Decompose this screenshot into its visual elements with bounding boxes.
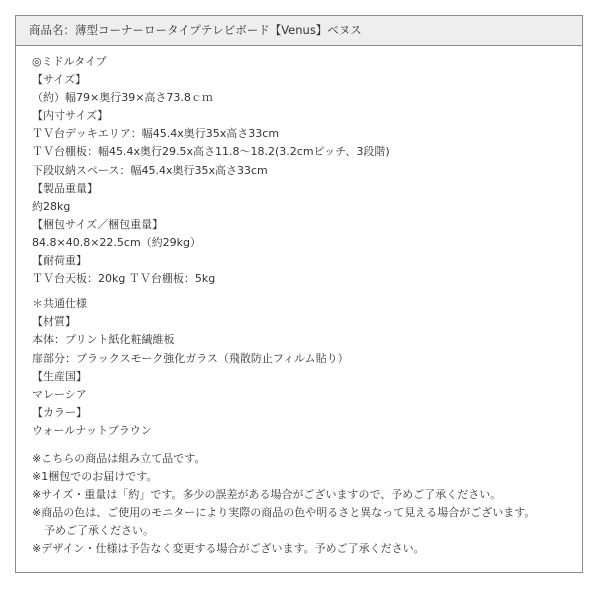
common-spec-title: ＊共通仕様 bbox=[32, 297, 87, 311]
color-value: ウォールナットブラウン bbox=[32, 423, 152, 437]
note-assembly: ※こちらの商品は組み立て品です。 bbox=[32, 451, 206, 465]
color-heading: 【カラー】 bbox=[32, 405, 87, 419]
product-spec-box bbox=[15, 15, 583, 573]
weight-heading: 【製品重量】 bbox=[32, 181, 98, 195]
inner-size-heading: 【内寸サイズ】 bbox=[32, 109, 109, 123]
note-design: ※デザイン・仕様は予告なく変更する場合がございます。予めご了承ください。 bbox=[32, 542, 425, 556]
shelf-size: ＴＶ台棚板：幅45.4x奥行29.5x高さ11.8〜18.2(3.2cmピッチ、3段階) bbox=[32, 145, 390, 159]
deck-area-size: ＴＶ台デッキエリア：幅45.4x奥行35x高さ33cm bbox=[32, 127, 280, 141]
load-capacity-heading: 【耐荷重】 bbox=[32, 254, 87, 268]
weight-value: 約28kg bbox=[32, 199, 71, 213]
origin-heading: 【生産国】 bbox=[32, 369, 87, 383]
notes-section bbox=[32, 450, 582, 559]
material-door: 扉部分：ブラックスモーク強化ガラス（飛散防止フィルム貼り） bbox=[32, 351, 349, 365]
note-package: ※1梱包でのお届けです。 bbox=[32, 470, 158, 484]
note-size-weight: ※サイズ・重量は「約」です。多少の誤差がある場合がございますので、予めご了承ください。 bbox=[32, 488, 502, 502]
load-capacity-value: ＴＶ台天板：20kg ＴＶ台棚板：5kg bbox=[32, 272, 216, 286]
product-name: 商品名：薄型コーナーロータイプテレビボード【Venus】ベヌス bbox=[29, 23, 362, 37]
lower-storage-size: 下段収納スペース：幅45.4x奥行35x高さ33cm bbox=[32, 163, 268, 177]
note-color: ※商品の色は、ご使用のモニターにより実際の商品の色や明るさと異なって見える場合がございます。 bbox=[32, 506, 536, 520]
note-color-continued: 予めご了承ください。 bbox=[44, 524, 154, 538]
size-heading: 【サイズ】 bbox=[32, 73, 87, 87]
product-name-header bbox=[16, 16, 582, 46]
spec-section bbox=[32, 53, 582, 288]
common-spec-section bbox=[32, 295, 582, 440]
size-value: （約）幅79×奥行39×高さ73.8ｃｍ bbox=[32, 91, 213, 105]
material-heading: 【材質】 bbox=[32, 315, 76, 329]
spec-body bbox=[16, 46, 582, 559]
material-body: 本体：プリント紙化粧繊維板 bbox=[32, 333, 175, 347]
package-heading: 【梱包サイズ／梱包重量】 bbox=[32, 217, 164, 231]
package-value: 84.8×40.8×22.5cm（約29kg） bbox=[32, 235, 202, 249]
type-label: ◎ミドルタイプ bbox=[32, 55, 107, 68]
origin-value: マレーシア bbox=[32, 387, 87, 401]
